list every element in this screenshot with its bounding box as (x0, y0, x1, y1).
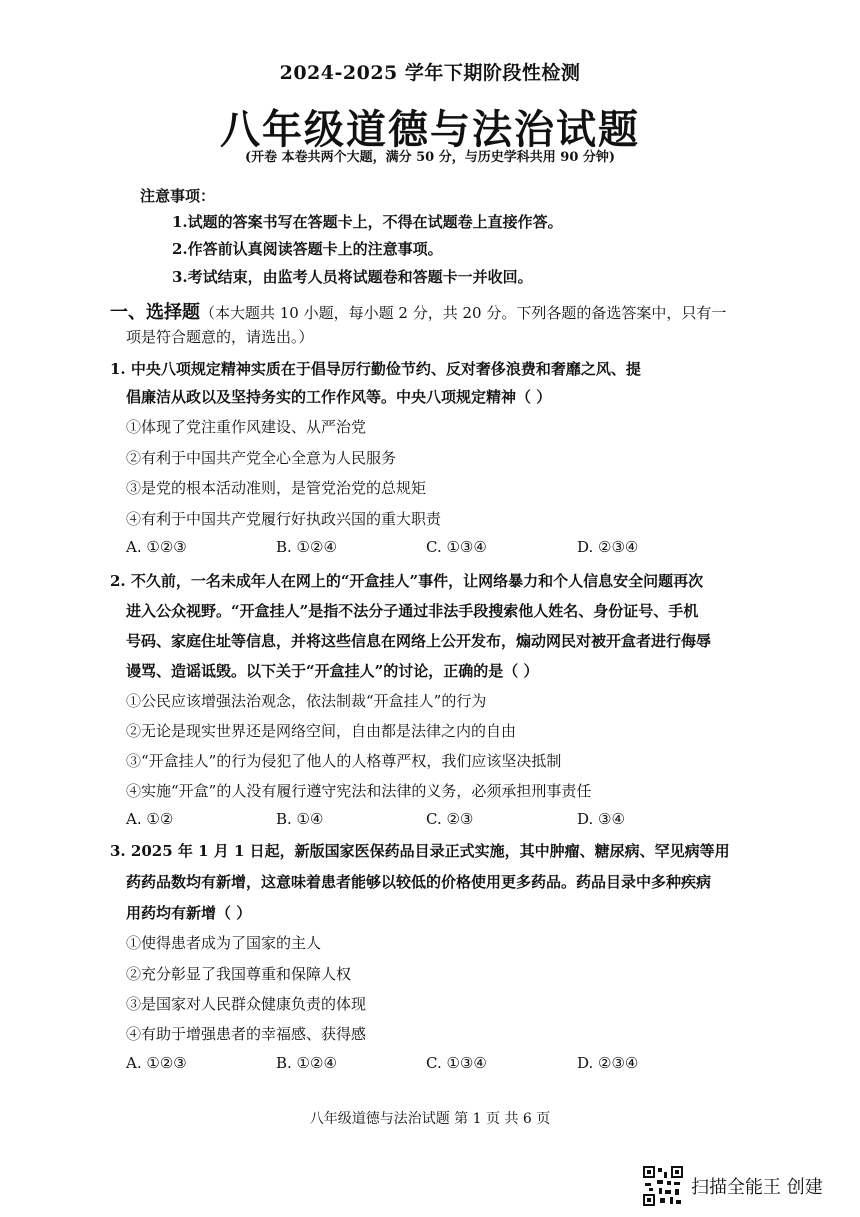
answer-choice-b: B. ①②④ (276, 1054, 337, 1072)
notice-item: 3.考试结束，由监考人员将试题卷和答题卡一并收回。 (172, 268, 533, 286)
statement: ①使得患者成为了国家的主人 (126, 934, 322, 952)
statement: ②无论是现实世界还是网络空间，自由都是法律之内的自由 (126, 722, 517, 740)
exam-info: (开卷 本卷共两个大题，满分 50 分，与历史学科共用 90 分钟) (244, 150, 616, 165)
statement: ②充分彰显了我国尊重和保障人权 (126, 965, 352, 983)
question-stem: 2. 不久前，一名未成年人在网上的“开盒挂人”事件，让网络暴力和个人信息安全问题再次 (110, 572, 704, 590)
exam-title: 八年级道德与法治试题 (220, 106, 640, 153)
answer-choice-c: C. ①③④ (426, 538, 487, 556)
question-stem: 号码、家庭住址等信息，并将这些信息在网络上公开发布，煽动网民对被开盒者进行侮辱 (126, 632, 712, 650)
statement: ③是党的根本活动准则，是管党治党的总规矩 (126, 479, 427, 497)
answer-choice-b: B. ①②④ (276, 538, 337, 556)
statement: ③“开盒挂人”的行为侵犯了他人的人格尊严权，我们应该坚决抵制 (126, 752, 562, 770)
statement: ①公民应该增强法治观念，依法制裁“开盒挂人”的行为 (126, 692, 487, 710)
question-stem: 药药品数均有新增，这意味着患者能够以较低的价格使用更多药品。药品目录中多种疾病 (126, 873, 712, 891)
page-footer: 八年级道德与法治试题 第 1 页 共 6 页 (309, 1111, 551, 1127)
qr-code-icon (643, 1166, 683, 1206)
question-stem: 3. 2025 年 1 月 1 日起，新版国家医保药品目录正式实施，其中肿瘤、糖尿病、罕见病等用 (110, 842, 730, 860)
exam-subtitle: 2024-2025 学年下期阶段性检测 (279, 62, 581, 84)
statement: ④有利于中国共产党履行好执政兴国的重大职责 (126, 510, 442, 528)
statement: ④有助于增强患者的幸福感、获得感 (126, 1025, 367, 1043)
section-header (110, 298, 726, 324)
question-stem: 1. 中央八项规定精神实质在于倡导厉行勤俭节约、反对奢侈浪费和奢靡之风、提 (110, 360, 641, 378)
notice-item: 2.作答前认真阅读答题卡上的注意事项。 (172, 240, 443, 258)
statement: ④实施“开盒”的人没有履行遵守宪法和法律的义务，必须承担刑事责任 (126, 782, 592, 800)
statement: ②有利于中国共产党全心全意为人民服务 (126, 449, 397, 467)
question-stem: 谩骂、造谣诋毁。以下关于“开盒挂人”的讨论，正确的是（ ） (126, 662, 539, 680)
section-description: （本大题共 10 小题，每小题 2 分，共 20 分。下列各题的备选答案中，只有一 (200, 304, 727, 322)
answer-choice-b: B. ①④ (276, 810, 324, 828)
question-stem: 用药均有新增（ ） (126, 904, 252, 922)
answer-choice-a: A. ①②③ (126, 538, 187, 556)
answer-choice-a: A. ①②③ (126, 1054, 187, 1072)
statement: ①体现了党注重作风建设、从严治党 (126, 418, 367, 436)
notice-heading: 注意事项： (140, 187, 216, 205)
answer-choice-c: C. ②③ (426, 810, 474, 828)
section-label: 一、选择题 (110, 302, 200, 323)
camscanner-watermark (643, 1166, 823, 1206)
watermark-text: 扫描全能王 创建 (691, 1177, 823, 1198)
answer-choice-c: C. ①③④ (426, 1054, 487, 1072)
answer-choice-a: A. ①② (126, 810, 174, 828)
question-stem: 进入公众视野。“开盒挂人”是指不法分子通过非法手段搜索他人姓名、身份证号、手机 (126, 602, 699, 620)
question-stem: 倡廉洁从政以及坚持务实的工作作风等。中央八项规定精神（ ） (126, 388, 552, 406)
answer-choice-d: D. ②③④ (577, 1054, 639, 1072)
notice-item: 1.试题的答案书写在答题卡上，不得在试题卷上直接作答。 (172, 213, 563, 231)
section-description-cont: 项是符合题意的，请选出。） (126, 328, 314, 346)
answer-choice-d: D. ③④ (577, 810, 625, 828)
answer-choice-d: D. ②③④ (577, 538, 639, 556)
statement: ③是国家对人民群众健康负责的体现 (126, 995, 367, 1013)
